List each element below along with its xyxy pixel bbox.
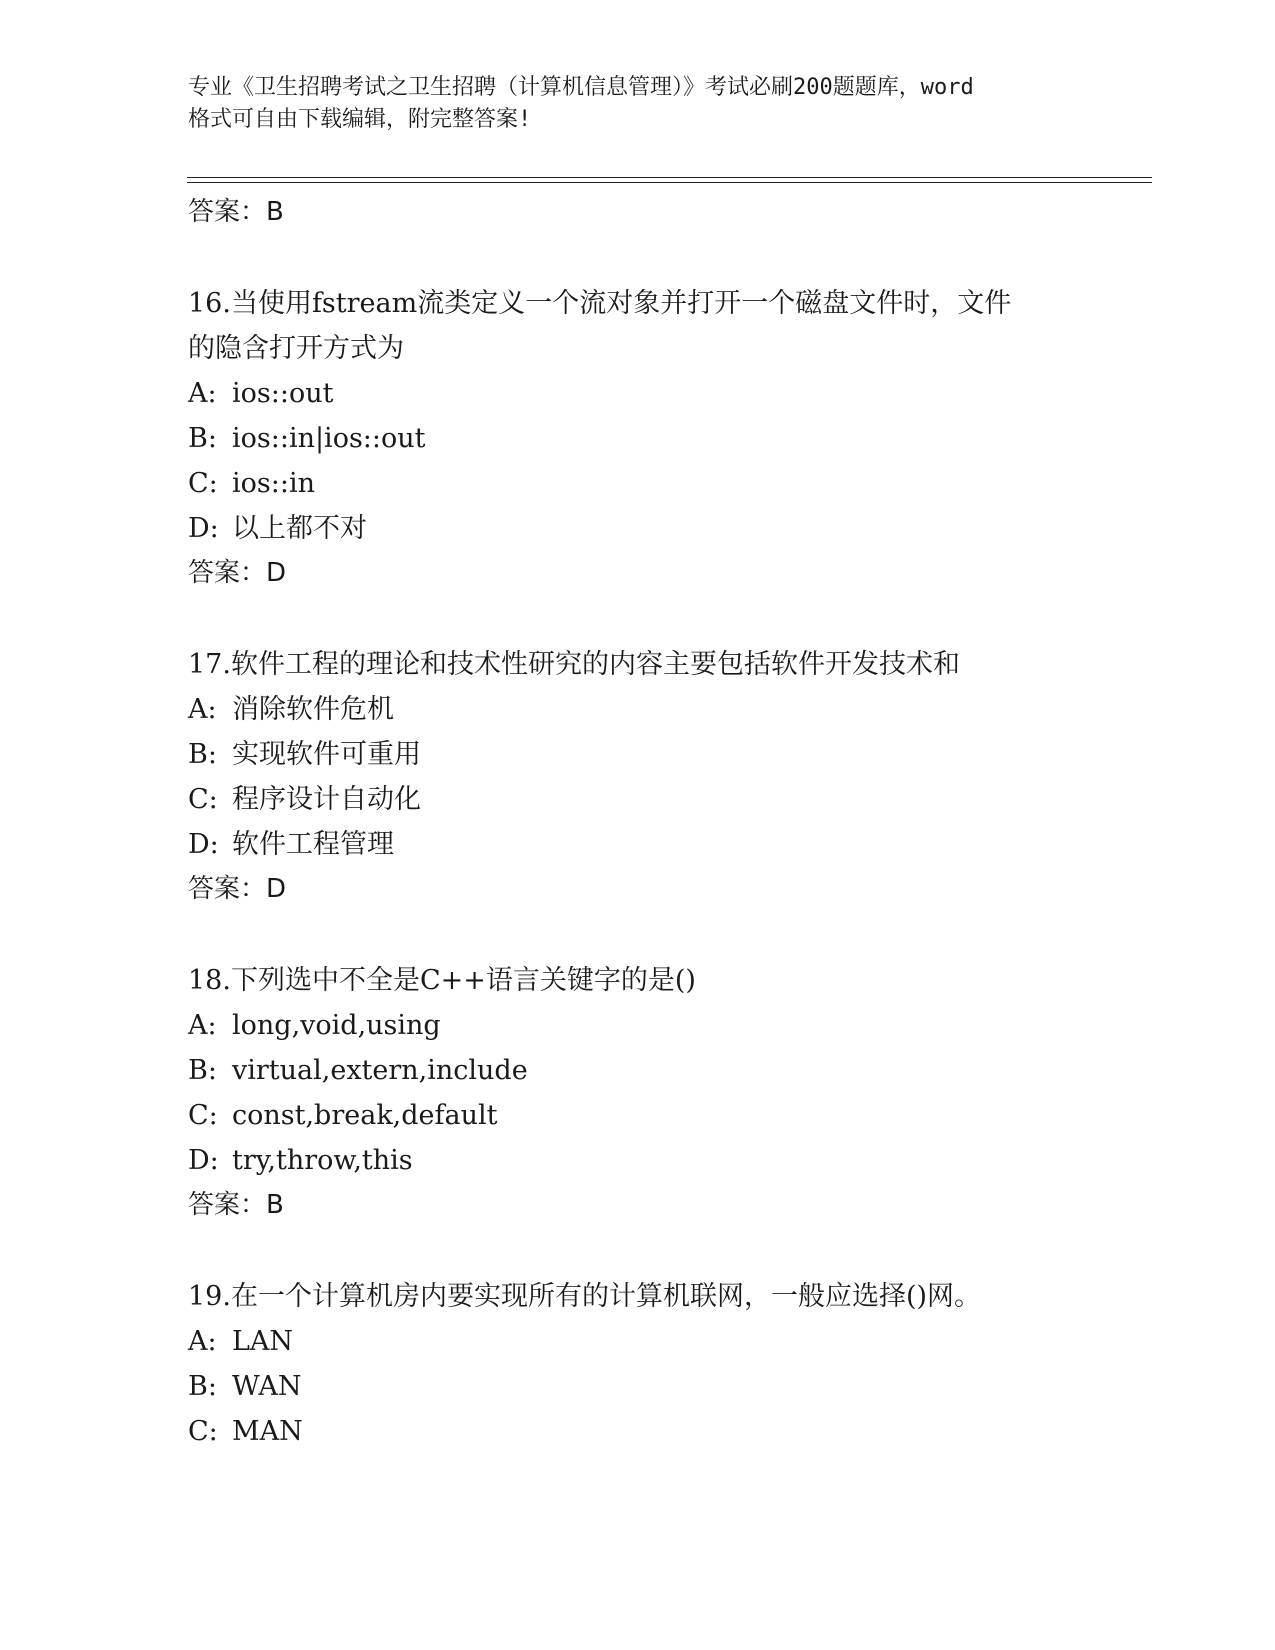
question-19	[188, 1274, 1088, 1454]
option-text: long,void,using	[232, 1010, 441, 1041]
option-d	[188, 822, 1088, 867]
option-letter: A:	[188, 694, 217, 725]
header-line-1: 专业《卫生招聘考试之卫生招聘（计算机信息管理）》考试必刷200题题库，word	[188, 75, 974, 100]
option-letter: C:	[188, 1416, 218, 1447]
header-divider-top	[187, 177, 1152, 178]
option-b	[188, 416, 1088, 461]
option-text: const,break,default	[232, 1100, 498, 1131]
option-letter: B:	[188, 1371, 217, 1402]
question-text: 16.当使用fstream流类定义一个流对象并打开一个磁盘文件时，文件	[188, 288, 1012, 319]
option-d	[188, 1138, 1088, 1183]
header-line-2: 格式可自由下载编辑，附完整答案!	[188, 107, 532, 132]
option-text: try,throw,this	[232, 1145, 413, 1176]
option-text: 软件工程管理	[232, 829, 394, 860]
option-text: LAN	[232, 1326, 294, 1357]
option-letter: C:	[188, 784, 218, 815]
option-text: 程序设计自动化	[232, 784, 421, 815]
question-16	[188, 281, 1088, 595]
option-text: MAN	[232, 1416, 303, 1447]
option-a	[188, 371, 1088, 416]
option-a	[188, 1319, 1088, 1364]
option-letter: A:	[188, 378, 217, 409]
option-letter: B:	[188, 739, 217, 770]
option-text: ios::in|ios::out	[232, 423, 426, 454]
option-text: ios::in	[232, 468, 315, 499]
option-letter: D:	[188, 513, 219, 544]
answer-line: 答案：B	[188, 197, 284, 227]
option-text: virtual,extern,include	[232, 1055, 528, 1086]
question-18	[188, 958, 1088, 1227]
option-letter: B:	[188, 1055, 217, 1086]
option-c	[188, 777, 1088, 822]
option-text: ios::out	[232, 378, 334, 409]
option-letter: C:	[188, 468, 218, 499]
answer-line: 答案：B	[188, 1190, 284, 1220]
option-letter: D:	[188, 1145, 219, 1176]
option-d	[188, 506, 1088, 551]
option-b	[188, 732, 1088, 777]
header-divider-bottom	[187, 182, 1152, 183]
option-b	[188, 1048, 1088, 1093]
option-c	[188, 1093, 1088, 1138]
option-a	[188, 1003, 1088, 1048]
option-c	[188, 1409, 1088, 1454]
question-17	[188, 642, 1088, 911]
answer-line: 答案：D	[188, 874, 287, 904]
option-text: WAN	[232, 1371, 302, 1402]
option-text: 以上都不对	[232, 513, 367, 544]
option-letter: D:	[188, 829, 219, 860]
option-letter: A:	[188, 1010, 217, 1041]
option-letter: A:	[188, 1326, 217, 1357]
question-text-continued: 的隐含打开方式为	[188, 333, 404, 364]
option-a	[188, 687, 1088, 732]
option-letter: B:	[188, 423, 217, 454]
question-text: 19.在一个计算机房内要实现所有的计算机联网，一般应选择()网。	[188, 1281, 982, 1312]
option-c	[188, 461, 1088, 506]
answer-line: 答案：D	[188, 558, 287, 588]
question-text: 17.软件工程的理论和技术性研究的内容主要包括软件开发技术和	[188, 649, 960, 680]
question-list	[188, 190, 1088, 1454]
option-text: 消除软件危机	[232, 694, 394, 725]
question-text: 18.下列选中不全是C++语言关键字的是()	[188, 965, 696, 996]
option-text: 实现软件可重用	[232, 739, 421, 770]
option-letter: C:	[188, 1100, 218, 1131]
option-b	[188, 1364, 1088, 1409]
page-header	[188, 72, 1088, 136]
